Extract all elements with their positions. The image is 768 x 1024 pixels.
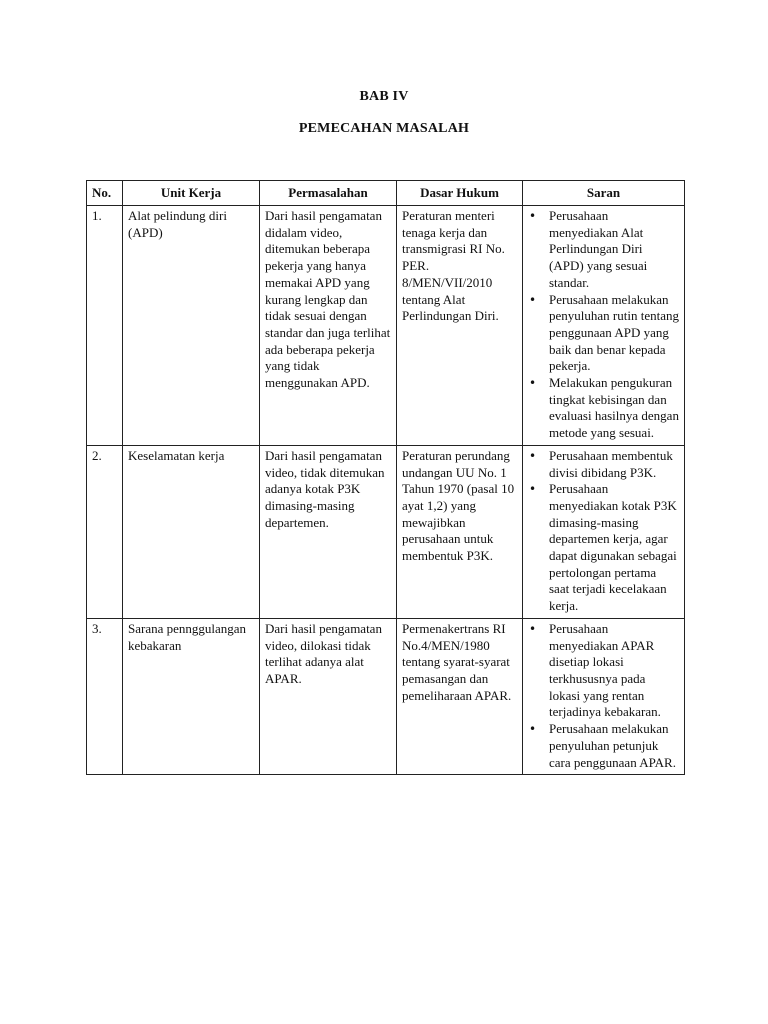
saran-cell bbox=[523, 206, 685, 446]
table-row bbox=[87, 445, 685, 618]
row-number: 2. bbox=[87, 445, 123, 618]
table-header-row bbox=[87, 181, 685, 206]
dasar-hukum-cell: Permenakertrans RI No.4/MEN/1980 tentang syarat-syarat pemasangan dan pemeliharaan APAR. bbox=[397, 618, 523, 774]
row-number: 1. bbox=[87, 206, 123, 446]
saran-list bbox=[528, 208, 679, 442]
dasar-hukum-cell: Peraturan perundang undangan UU No. 1 Tahun 1970 (pasal 10 ayat 1,2) yang mewajibkan perusahaan untuk membentuk P3K. bbox=[397, 445, 523, 618]
saran-list bbox=[528, 621, 679, 771]
chapter-title: PEMECAHAN MASALAH bbox=[298, 121, 470, 136]
saran-item: • Perusahaan melakukan penyuluhan rutin tentang penggunaan APD yang baik dan benar kepada pekerja. bbox=[549, 292, 679, 376]
permasalahan-cell: Dari hasil pengamatan video, dilokasi tidak terlihat adanya alat APAR. bbox=[260, 618, 397, 774]
header-saran: Saran bbox=[523, 181, 685, 206]
saran-item: • Perusahaan menyediakan APAR disetiap lokasi terkhususnya pada lokasi yang rentan terjadinya kebakaran. bbox=[549, 621, 679, 721]
permasalahan-cell: Dari hasil pengamatan didalam video, ditemukan beberapa pekerja yang hanya memakai APD yang kurang lengkap dan tidak sesuai dengan standar dan juga terlihat ada beberapa pekerja yang tidak menggunakan APD. bbox=[260, 206, 397, 446]
unit-kerja-cell: Sarana pennggulangan kebakaran bbox=[123, 618, 260, 774]
saran-cell bbox=[523, 445, 685, 618]
dasar-hukum-cell: Peraturan menteri tenaga kerja dan transmigrasi RI No. PER. 8/MEN/VII/2010 tentang Alat Perlindungan Diri. bbox=[397, 206, 523, 446]
saran-item: • Perusahaan melakukan penyuluhan petunjuk cara penggunaan APAR. bbox=[549, 721, 679, 771]
saran-item: • Perusahaan menyediakan Alat Perlindungan Diri (APD) yang sesuai standar. bbox=[549, 208, 679, 292]
table-row bbox=[87, 618, 685, 774]
unit-kerja-cell: Keselamatan kerja bbox=[123, 445, 260, 618]
unit-kerja-cell: Alat pelindung diri (APD) bbox=[123, 206, 260, 446]
header-no: No. bbox=[87, 181, 123, 206]
table-row bbox=[87, 206, 685, 446]
saran-item: • Perusahaan membentuk divisi dibidang P3K. bbox=[549, 448, 679, 481]
saran-item: • Melakukan pengukuran tingkat kebisingan dan evaluasi hasilnya dengan metode yang sesuai. bbox=[549, 375, 679, 442]
row-number: 3. bbox=[87, 618, 123, 774]
header-unit-kerja: Unit Kerja bbox=[123, 181, 260, 206]
chapter-heading: BAB IV bbox=[359, 89, 409, 104]
header-permasalahan: Permasalahan bbox=[260, 181, 397, 206]
saran-list bbox=[528, 448, 679, 615]
problem-solving-table bbox=[86, 180, 685, 775]
header-dasar-hukum: Dasar Hukum bbox=[397, 181, 523, 206]
permasalahan-cell: Dari hasil pengamatan video, tidak ditemukan adanya kotak P3K dimasing-masing departemen. bbox=[260, 445, 397, 618]
saran-cell bbox=[523, 618, 685, 774]
saran-item: • Perusahaan menyediakan kotak P3K dimasing-masing departemen kerja, agar dapat digunakan sebagai pertolongan pertama saat terjadi kecelakaan kerja. bbox=[549, 481, 679, 615]
